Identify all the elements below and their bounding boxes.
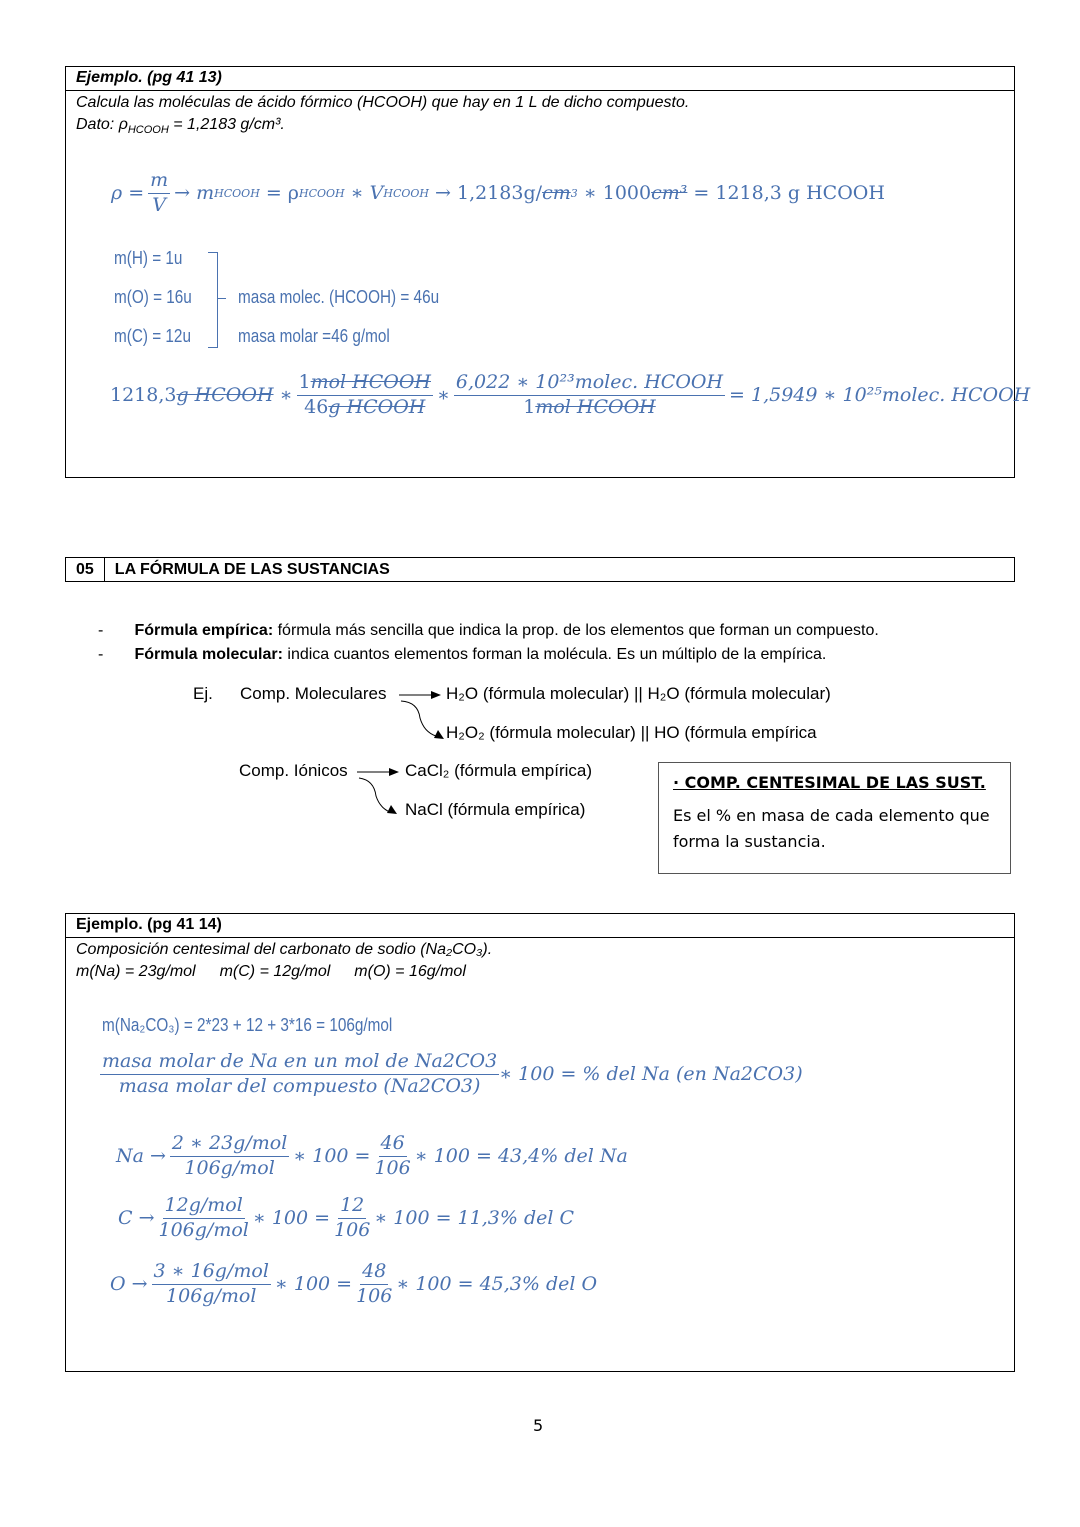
molecules-equation: 1218,3 g HCOOH ∗ $\frac{\text{1mol HCOOH}}{\text{46g HCOOH}}$ ∗ $\frac{\text{6,022 ∗ 10²³molec. HCOOH}}{\text{1mol HCOOH}}$ = 1,5949 ∗ 10²⁵molec. HCOOH	[110, 371, 1031, 418]
general-formula: $\frac{\text{masa molar de Na en un mol de Na2CO3}}{\text{masa molar del compuesto (Na2CO3)}}$ ∗ 100 = % del Na (en Na2CO3)	[102, 1050, 803, 1097]
note-text: Es el % en masa de cada elemento que forma la sustancia.	[673, 806, 990, 851]
diagram-i2: NaCl (fórmula empírica)	[405, 800, 586, 819]
example-1-statement: Calcula las moléculas de ácido fórmico (HCOOH) que hay en 1 L de dicho compuesto.	[76, 94, 690, 111]
page-number: 5	[533, 1416, 544, 1435]
diagram-ej: Ej.	[193, 684, 213, 703]
density-equation: ρ = $\frac{m}{V}$ → m HCOOH = ρ HCOOH ∗ V HCOOH → 1,2183g/ cm 3 ∗ 1000 cm³ = 1218,3 g HCOOH	[111, 169, 885, 216]
diagram-ionic: Comp. Iónicos	[239, 761, 348, 780]
molar-mass-na2co3: m(Na₂CO₃) = 2*23 + 12 + 3*16 = 106g/mol	[102, 1015, 393, 1035]
example-2-title: Ejemplo. (pg 41 14)	[66, 914, 1014, 938]
mass-o: m(O) = 16u	[114, 287, 192, 307]
row-na: Na → $\frac{\text{2 ∗ 23g/mol}}{\text{106g/mol}}$ ∗ 100 = $\frac{46}{106}$ ∗ 100 = 43,4% del Na	[116, 1132, 628, 1179]
molecular-mass: masa molec. (HCOOH) = 46u	[238, 287, 440, 307]
bullet-empirica: - Fórmula empírica: fórmula más sencilla que indica la prop. de los elementos que forman un compuesto.	[98, 622, 879, 639]
section-title: LA FÓRMULA DE LAS SUSTANCIAS	[114, 561, 390, 578]
bullet-molecular: - Fórmula molecular: indica cuantos elementos forman la molécula. Es un múltiplo de la empírica.	[98, 646, 827, 663]
section-number: 05	[66, 558, 105, 581]
molar-mass: masa molar =46 g/mol	[238, 326, 390, 346]
row-c: C → $\frac{\text{12g/mol}}{\text{106g/mol}}$ ∗ 100 = $\frac{12}{106}$ ∗ 100 = 11,3% del C	[118, 1194, 575, 1241]
mass-c: m(C) = 12u	[114, 326, 191, 346]
example-1-title: Ejemplo. (pg 41 13)	[66, 67, 1014, 91]
diagram-molecular: Comp. Moleculares	[240, 684, 387, 703]
note-box	[658, 762, 1011, 874]
example-2-data: m(Na) = 23g/mol m(C) = 12g/mol m(O) = 16g/mol	[76, 963, 466, 980]
diagram-i1: CaCl₂ (fórmula empírica)	[405, 761, 593, 780]
note-title: · COMP. CENTESIMAL DE LAS SUST.	[673, 773, 986, 792]
example-2-box	[65, 913, 1015, 1372]
row-o: O → $\frac{\text{3 ∗ 16g/mol}}{\text{106g/mol}}$ ∗ 100 = $\frac{48}{106}$ ∗ 100 = 45,3% del O	[110, 1260, 598, 1307]
diagram-m1: H₂O (fórmula molecular) || H₂O (fórmula molecular)	[446, 684, 831, 703]
mass-h: m(H) = 1u	[114, 248, 183, 268]
example-2-statement: Composición centesimal del carbonato de sodio (Na₂CO₃).	[76, 941, 493, 958]
example-1-dato: Dato: $\rho_{HCOOH} = 1,2183$ g/cm³.	[76, 116, 285, 137]
diagram-m2: H₂O₂ (fórmula molecular) || HO (fórmula empírica	[446, 723, 817, 742]
